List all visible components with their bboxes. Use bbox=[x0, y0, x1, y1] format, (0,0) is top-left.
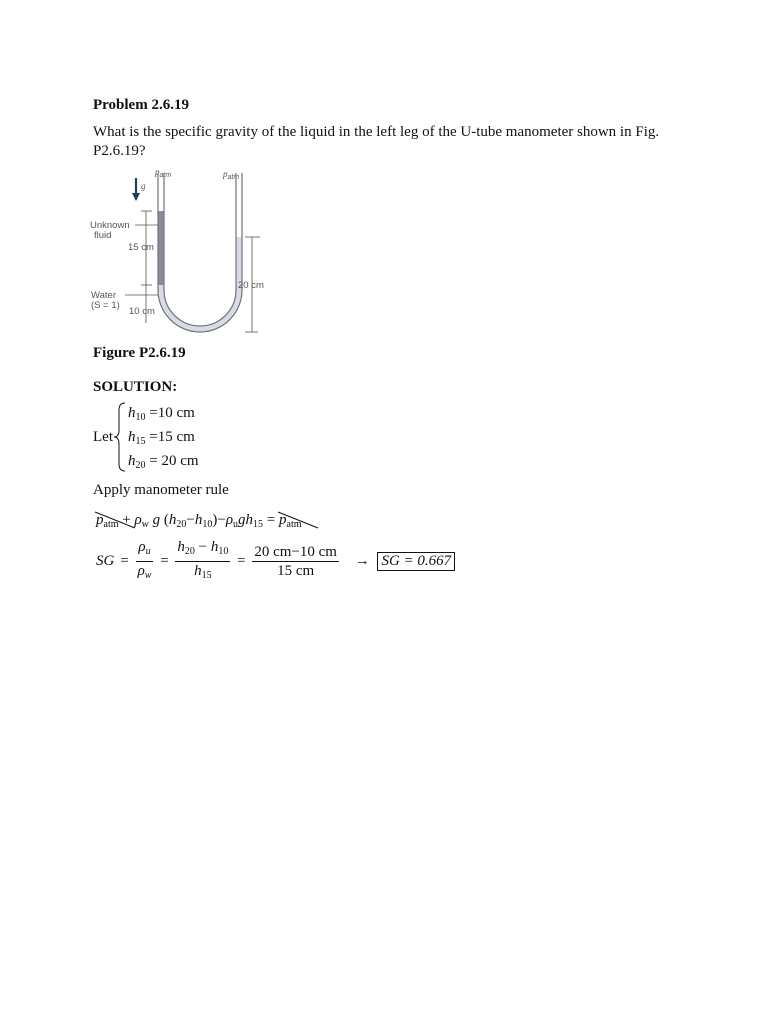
definition-h10: $h_{10} =10$ cm bbox=[128, 405, 195, 423]
fraction-rho: $\frac{\rho_u}{\rho_w}$ bbox=[137, 539, 152, 581]
water-label-2: (S = 1) bbox=[91, 300, 120, 311]
dim-10-label: 10 cm bbox=[129, 306, 155, 317]
specific-gravity-equation: SG = $\frac{\rho_u}{\rho_w}$ = $\frac{h_{20} - h_{10}}{h_{15}}$ = $\frac{20 cm-10 cm}{15 cm}$ → SG = 0.667 bbox=[93, 538, 455, 585]
unknown-fluid-fill bbox=[158, 211, 164, 285]
cancel-slash-icon bbox=[276, 509, 320, 531]
left-brace-icon bbox=[114, 402, 126, 472]
water-fill bbox=[158, 237, 242, 332]
patm-cancelled-left: $p_{atm}$ bbox=[96, 512, 119, 530]
fraction-values: $\frac{20 cm-10 cm}{15 cm}$ bbox=[254, 544, 337, 579]
manometer-figure bbox=[88, 165, 288, 340]
unknown-label-1: Unknown bbox=[90, 220, 130, 231]
arrow-icon: → bbox=[354, 553, 370, 569]
solution-heading: SOLUTION: bbox=[93, 379, 178, 395]
unknown-label-2: fluid bbox=[94, 230, 112, 241]
tube-inner-wall bbox=[164, 173, 236, 326]
figure-caption: Figure P2.6.19 bbox=[93, 345, 186, 361]
tube-outer-wall bbox=[158, 173, 242, 332]
water-label-1: Water bbox=[91, 290, 116, 301]
dim-15-label: 15 cm bbox=[128, 242, 154, 253]
definition-h20: $h_{20} = 20$ cm bbox=[128, 453, 199, 471]
gravity-arrow-icon bbox=[132, 178, 140, 201]
patm-cancelled-right: $p_{atm}$ bbox=[279, 512, 302, 530]
problem-statement: What is the specific gravity of the liquid in the left leg of the U-tube manometer shown in Fig. P2.6.19? bbox=[93, 124, 660, 159]
dim-20-label: 20 cm bbox=[238, 280, 264, 291]
answer-box: SG = 0.667 bbox=[377, 552, 455, 571]
problem-title: Problem 2.6.19 bbox=[93, 97, 189, 113]
gravity-label: g bbox=[141, 181, 146, 191]
rule-text: Apply manometer rule bbox=[93, 482, 229, 498]
patm-right-label: $p_{atm}$ bbox=[223, 169, 240, 181]
let-label: Let bbox=[93, 429, 113, 445]
fraction-heights: $\frac{h_{20} - h_{10}}{h_{15}}$ bbox=[177, 539, 229, 581]
manometer-equation: $p_{atm}$ + $\rho_w$ g $(h_{20}-h_{10})-\rho_ugh_{15} = p_{atm}$ bbox=[96, 512, 302, 530]
cancel-slash-icon bbox=[93, 509, 137, 531]
patm-left-label: $p_{atm}$ bbox=[155, 167, 172, 179]
definition-h15: $h_{15} =15$ cm bbox=[128, 429, 195, 447]
